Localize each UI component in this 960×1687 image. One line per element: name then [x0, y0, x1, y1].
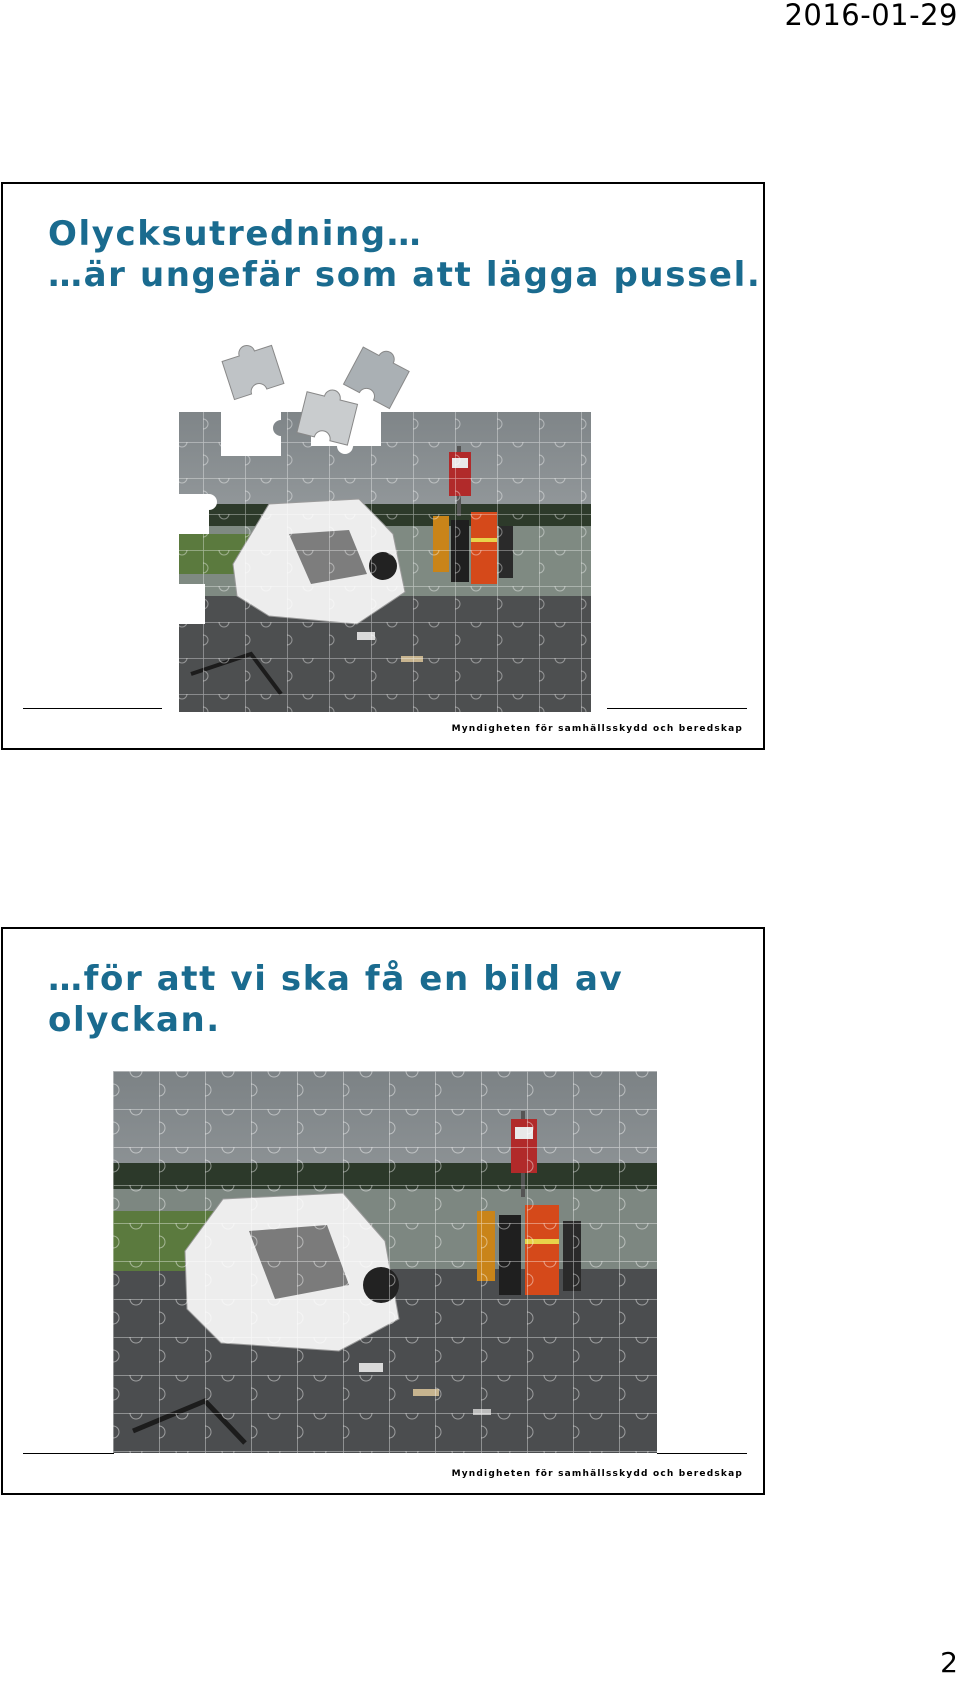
footer-rule-right: [607, 708, 747, 709]
footer-organisation: Myndigheten för samhällsskydd och beredskap: [451, 1469, 743, 1479]
slide-title-line-2: olyckan.: [48, 1000, 221, 1040]
page-number: 2: [940, 1646, 958, 1679]
slide-2: [1, 927, 765, 1495]
puzzle-photo-incomplete: [161, 334, 593, 712]
slide-title-line-1: …för att vi ska få en bild av: [48, 959, 624, 999]
slide-title: [48, 214, 761, 296]
footer-rule-right: [657, 1453, 747, 1454]
footer-rule-left: [23, 1453, 114, 1454]
slide-title: [48, 959, 623, 1041]
slide-title-line-1: Olycksutredning…: [48, 214, 423, 254]
page-date: 2016-01-29: [784, 0, 958, 32]
footer-organisation: Myndigheten för samhällsskydd och beredskap: [451, 724, 743, 734]
slide-1: [1, 182, 765, 750]
slide-title-line-2: …är ungefär som att lägga pussel.: [48, 255, 762, 295]
puzzle-photo-complete: [113, 1071, 657, 1453]
footer-rule-left: [23, 708, 162, 709]
